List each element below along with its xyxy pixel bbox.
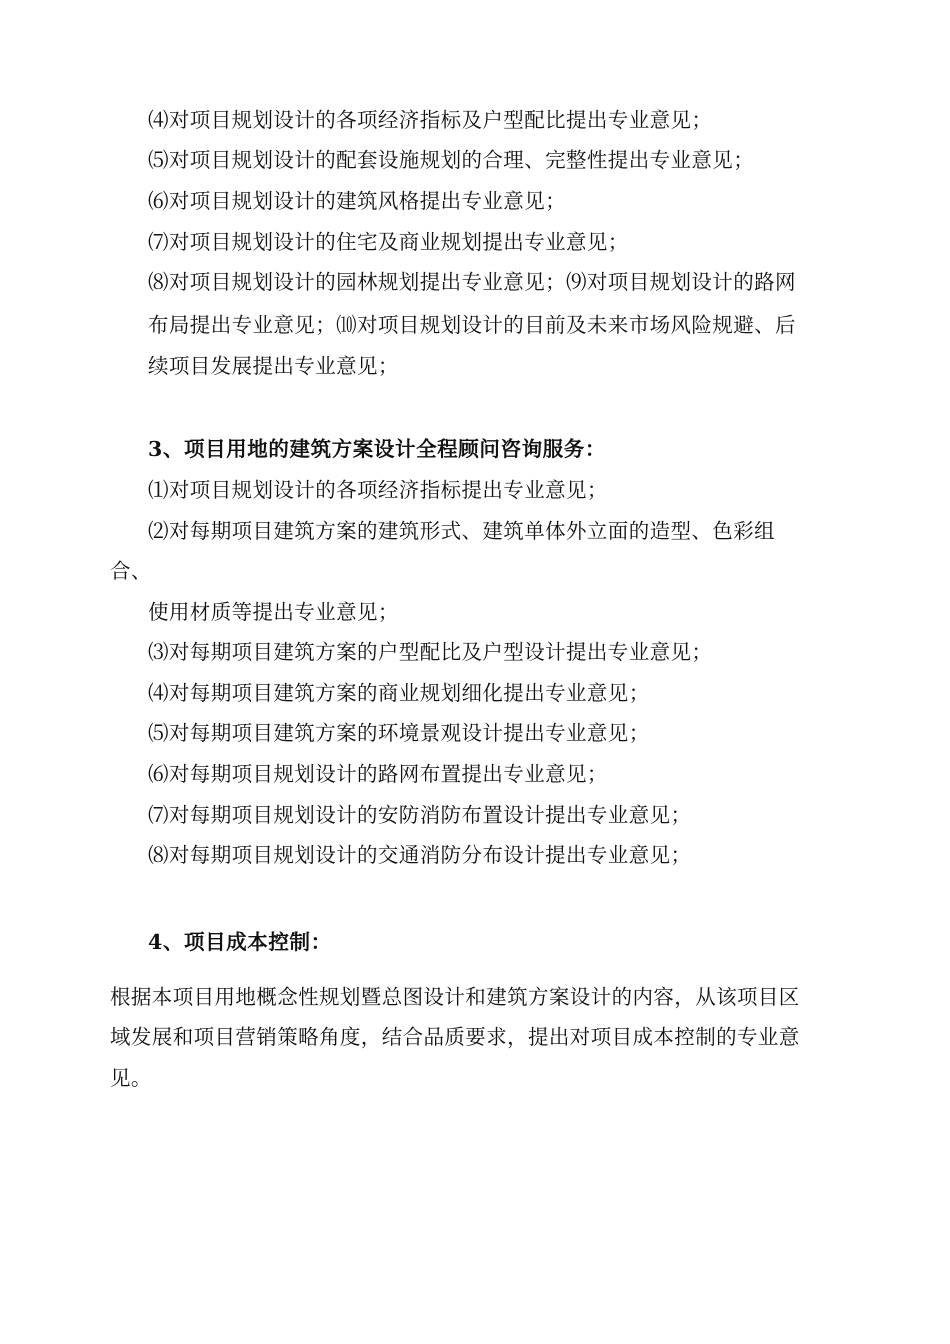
list-item: ⑺对每期项目规划设计的安防消防布置设计提出专业意见； [148, 803, 692, 827]
list-item-continuation: 合、 [110, 559, 152, 583]
paragraph-line: 域发展和项目营销策略角度，结合品质要求，提出对项目成本控制的专业意 [110, 1025, 800, 1049]
list-item: ⑶对每期项目建筑方案的户型配比及户型设计提出专业意见； [148, 640, 713, 664]
list-item: ⑹对每期项目规划设计的路网布置提出专业意见； [148, 762, 608, 786]
paragraph-line: 见。 [110, 1066, 152, 1090]
list-item: ⑹对项目规划设计的建筑风格提出专业意见； [148, 189, 566, 213]
list-item: ⑸对项目规划设计的配套设施规划的合理、完整性提出专业意见； [148, 148, 755, 172]
list-item-continuation: 续项目发展提出专业意见； [148, 354, 399, 378]
section-3-heading: 3、项目用地的建筑方案设计全程顾问咨询服务： [148, 437, 606, 461]
list-item-continuation: 布局提出专业意见；⑽对项目规划设计的目前及未来市场风险规避、后 [148, 313, 796, 337]
list-item: ⑺对项目规划设计的住宅及商业规划提出专业意见； [148, 230, 629, 254]
list-item-continuation: 使用材质等提出专业意见； [148, 600, 399, 624]
list-item: ⑴对项目规划设计的各项经济指标提出专业意见； [148, 478, 608, 502]
paragraph-line: 根据本项目用地概念性规划暨总图设计和建筑方案设计的内容，从该项目区 [110, 985, 800, 1009]
list-item: ⑻对每期项目规划设计的交通消防分布设计提出专业意见； [148, 843, 692, 867]
list-item: ⑸对每期项目建筑方案的环境景观设计提出专业意见； [148, 721, 650, 745]
list-item: ⑻对项目规划设计的园林规划提出专业意见；⑼对项目规划设计的路网 [148, 270, 796, 294]
section-4-heading: 4、项目成本控制： [148, 930, 332, 954]
list-item: ⑷对每期项目建筑方案的商业规划细化提出专业意见； [148, 681, 650, 705]
list-item: ⑵对每期项目建筑方案的建筑形式、建筑单体外立面的造型、色彩组 [148, 519, 775, 543]
list-item: ⑷对项目规划设计的各项经济指标及户型配比提出专业意见； [148, 108, 713, 132]
